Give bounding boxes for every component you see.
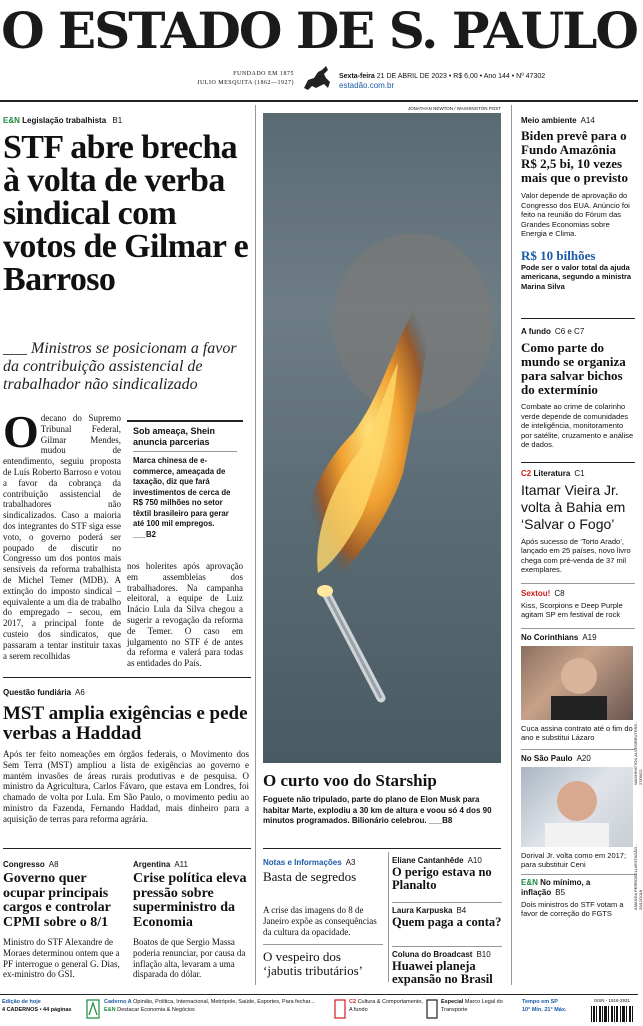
column-item[interactable] <box>392 856 502 902</box>
c2-label: C2 <box>349 999 357 1005</box>
cor-body: Cuca assina contrato até o fim do ano e substitui Lázaro <box>521 723 633 742</box>
column-item[interactable] <box>392 906 502 946</box>
congresso-kicker <box>3 860 59 870</box>
sp-kicker <box>521 754 635 764</box>
footer-tempo <box>522 998 584 1014</box>
shein-body-text: Marca chinesa de e-commerce, ameaçada de taxação, diz que fará investimentos de cerca de R$ 750 milhões no setor têxtil brasileiro para gerar até 100 mil empregos. <box>133 456 231 528</box>
barcode-icon <box>589 1005 635 1023</box>
column-title: O perigo estava no Planalto <box>392 865 492 892</box>
starship-photo <box>263 113 501 763</box>
argentina-ref: A11 <box>174 860 188 869</box>
footer <box>0 994 638 1024</box>
amb-kicker <box>521 116 635 126</box>
footer-issn <box>588 997 636 1026</box>
lead-body-col2: nos holerites após aprovação em assembleias dos trabalhadores. Na campanha eleitoral, a equipe de Luiz Inácio Lula da Silva chegou a sugerir a revogação da reforma de Temer. O caso em julgamento no STF é de antes da reforma e valerá para todas as entidades do País. <box>127 561 243 669</box>
sextou-body: Kiss, Scorpions e Deep Purple agitam SP em festival de rock <box>521 600 623 619</box>
sp-kicker-text: No São Paulo <box>521 753 573 763</box>
mst-kicker <box>3 688 85 698</box>
footer-especial[interactable] <box>441 998 519 1014</box>
fundo-body: Combate ao crime de colarinho verde depende de comunidades de inteligência, monitoramento por satélite, cruzamento e análise de dados. <box>521 402 634 449</box>
columns-list <box>392 856 502 986</box>
c2-desc: Cultura & Comportamento, A fundo <box>349 999 423 1013</box>
congresso-ref: A8 <box>48 860 59 869</box>
c2-tag: C2 <box>521 468 532 478</box>
min-ref: B5 <box>555 887 566 897</box>
date-line <box>339 72 545 81</box>
mst-kicker-text: Questão fundiária <box>3 688 72 697</box>
rule-notas-2 <box>263 944 383 945</box>
top-rule <box>0 100 638 102</box>
shein-body: Marca chinesa de e-commerce, ameaçada de taxação, diz que fará investimentos de cerca de R$ 750 milhões no setor têxtil brasileiro para gerar até 100 mil empregos. ___B2 <box>133 456 231 539</box>
argentina-body: Boatos de que Sergio Massa poderia renunciar, por causa da inflação alta, levaram a uma disparada do dólar. <box>133 937 246 980</box>
en-tag: E&N <box>521 877 538 887</box>
ean-label: E&N <box>104 1007 116 1013</box>
shein-headline[interactable]: Sob ameaça, Shein anuncia parcerias <box>133 426 216 447</box>
fundo-headline[interactable]: Como parte do mundo se organiza para salvar bichos do extermínio <box>521 340 626 397</box>
c2-headline[interactable]: Itamar Vieira Jr. volta à Bahia em ‘Salvar o Fogo’ <box>521 481 626 532</box>
photo-caption-title[interactable]: O curto voo do Starship <box>263 771 437 790</box>
notas-ref: A3 <box>345 858 356 867</box>
starship-explosion-icon <box>263 113 501 763</box>
cadernos-count: 4 CADERNOS • 44 páginas <box>2 1007 72 1013</box>
lead-kicker <box>3 116 122 126</box>
sp-ref: A20 <box>576 753 591 763</box>
lead-deck: ___ Ministros se posicionam a favor da contribuição assistencial de trabalhador não sindicalizado <box>3 340 237 393</box>
argentina-kicker-text: Argentina <box>133 860 171 869</box>
sextou-ref: C8 <box>554 588 565 598</box>
footer-edicao <box>2 998 82 1014</box>
person-icon <box>521 767 633 847</box>
column-ref: B10 <box>476 950 491 959</box>
col-divider-notas <box>388 852 389 982</box>
cor-kicker-text: No Corinthians <box>521 632 579 642</box>
column-author: Laura Karpuska <box>392 906 453 915</box>
especial-label: Especial <box>441 999 464 1005</box>
dropcap: O <box>3 406 39 457</box>
column-author: Eliane Cantanhêde <box>392 856 464 865</box>
site-url[interactable]: estadão.com.br <box>339 81 395 90</box>
founded-line <box>196 70 294 88</box>
cor-credit: WASHINGTON ALVES/REUTERS - 27/09/22 <box>633 721 643 785</box>
amb-value-desc: Pode ser o valor total da ajuda americana, segundo a ministra Marina Silva <box>521 262 632 291</box>
fundo-kicker-text: A fundo <box>521 327 551 336</box>
especial-section-icon <box>426 999 438 1019</box>
horse-rider-logo-icon <box>300 62 334 94</box>
mst-headline[interactable]: MST amplia exigências e pede verbas a Haddad <box>3 703 248 744</box>
column-ref: A10 <box>467 856 482 865</box>
rule-mst <box>3 677 251 678</box>
fundo-ref: C6 e C7 <box>554 327 585 336</box>
notas-h1[interactable]: Basta de segredos <box>263 869 357 884</box>
col-divider-2 <box>511 105 512 985</box>
photo-caption-text: Foguete não tripulado, parte do plano de Elon Musk para habitar Marte, explodiu a 30 km de altura e voou só 4 dos 90 minutos programados. Bilionário celebrou. <box>263 795 492 825</box>
congresso-body: Ministro do STF Alexandre de Moraes determinou ontem que a PF interrogue o general G. Dias, ex-ministro do GSI. <box>3 937 120 980</box>
c2-kicker-text: Literatura <box>533 468 571 478</box>
ean-desc: Destacar Economia & Negócios <box>117 1007 195 1013</box>
footer-c2[interactable] <box>349 998 424 1014</box>
c2-body: Após sucesso de ‘Torto Arado’, lançado em 25 países, novo livro chega com pré-venda de 37 mil exemplares. <box>521 536 631 574</box>
amb-ref: A14 <box>580 116 595 125</box>
caderno-a-icon <box>86 999 100 1019</box>
lead-headline[interactable]: STF abre brecha à volta de verba sindical com votos de Gilmar e Barroso <box>3 129 249 298</box>
column-title: Huawei planeja expansão no Brasil <box>392 959 493 986</box>
congresso-kicker-text: Congresso <box>3 860 45 869</box>
notas-kicker-text: Notas e Informações <box>263 858 342 867</box>
issn-text: ISSN - 1516-2931 <box>593 998 631 1003</box>
column-title: Quem paga a conta? <box>392 915 502 929</box>
lead-ref: B1 <box>112 116 123 125</box>
min-body: Dois ministros do STF votam a favor de correção do FGTS <box>521 899 624 918</box>
person-icon <box>521 646 633 720</box>
photo-credit: JONATHAN NEWTON / WASHINGTON POST <box>407 106 501 111</box>
rule-bottom-left <box>3 848 251 849</box>
dorival-photo <box>521 767 633 847</box>
tempo-label: Tempo em SP <box>522 999 558 1005</box>
lead-body-text1: decano do Supremo Tribunal Federal, Gilmar Mendes, mudou de entendimento, seguiu proposta de Luís Roberto Barroso e votou a favor da cobrança da contribuição assistencial de trabalhadores não sindicalizados. Caso a maioria dos integrantes do STF siga esse voto, o governo poderá ser poupado de discutir no Congresso um dos pontos mais sensíveis da reforma trabalhista de Michel Temer (MDB). A extinção do imposto sindical – equivalente a um dia de trabalho do empregado – secou, em 2017, a principal fonte de custeio dos sindicatos, que passaram a tentar instituir taxas a serem recolhidas <box>3 413 121 661</box>
amb-kicker-text: Meio ambiente <box>521 116 577 125</box>
cad-a-desc: Opinião, Política, Internacional, Metrópole, Saúde, Esportes, Para fechar... <box>133 999 315 1005</box>
notas-h2[interactable]: O vespeiro dos ‘jabutis tributários’ <box>263 949 364 978</box>
amb-body: Valor depende de aprovação do Congresso dos EUA. Anúncio foi feito na reunião do Fórum das Grandes Economias sobre Energia e Clima. <box>521 191 630 238</box>
tempo-values: 10° Mín. 21° Máx. <box>522 1007 567 1013</box>
min-kicker <box>521 878 635 898</box>
sextou-kicker <box>521 589 635 599</box>
congresso-headline[interactable]: Governo quer ocupar principais cargos e controlar CPMI sobre o 8/1 <box>3 871 111 930</box>
lead-body-col1 <box>3 406 121 663</box>
amb-headline[interactable]: Biden prevê para o Fundo Amazônia R$ 2,5 bi, 10 vezes mais que o previsto <box>521 128 629 185</box>
photo-ref: B8 <box>442 816 453 825</box>
cor-kicker <box>521 633 635 643</box>
sp-credit: AMANDA PERROBELLI/ESTADÃO - 20/12/2018 <box>633 844 643 910</box>
col-divider-1 <box>255 105 256 985</box>
argentina-kicker <box>133 860 188 870</box>
founder-name: JULIO MESQUITA (1862—1927) <box>197 80 294 86</box>
cor-ref: A19 <box>582 632 597 642</box>
notas-b1: A crise das imagens do 8 de Janeiro expõe as consequências da cultura da opacidade. <box>263 905 377 937</box>
mst-ref: A6 <box>75 688 85 697</box>
column-ref: B4 <box>456 906 467 915</box>
shein-box <box>127 420 243 555</box>
c2-section-icon <box>334 999 346 1019</box>
en-tag: E&N <box>3 116 20 125</box>
column-author: Coluna do Broadcast <box>392 950 473 959</box>
fundo-kicker <box>521 327 635 337</box>
amb-value: R$ 10 bilhões <box>521 247 596 263</box>
cad-a-label: Caderno A <box>104 999 132 1005</box>
sp-body: Dorival Jr. volta como em 2017; para substituir Ceni <box>521 850 627 869</box>
sextou-kicker-text: Sextou! <box>521 588 551 598</box>
c2-kicker <box>521 469 635 479</box>
c2-ref: C1 <box>574 468 585 478</box>
footer-cadernos[interactable] <box>104 998 329 1014</box>
argentina-headline[interactable]: Crise política eleva pressão sobre superministro da Economia <box>133 871 247 930</box>
date-day: Sexta-feira <box>339 73 375 80</box>
masthead-title: O ESTADO DE S. PAULO <box>1 1 637 60</box>
date-rest: 21 DE ABRIL DE 2023 • R$ 6,00 • Ano 144 • Nº 47302 <box>376 73 546 80</box>
column-item[interactable] <box>392 950 502 986</box>
especial-desc: Marco Legal do Transporte <box>441 999 503 1013</box>
shein-ref: B2 <box>146 529 156 539</box>
rule-notas <box>263 848 501 849</box>
lead-kicker-text: Legislação trabalhista <box>22 116 107 125</box>
photo-caption: Foguete não tripulado, parte do plano de Elon Musk para habitar Marte, explodiu a 30 km de altura e voou só 4 dos 90 minutos programados. Bilionário celebrou. ___B8 <box>263 795 492 825</box>
edicao-label: Edição de hoje <box>2 999 41 1005</box>
mst-body: Após ter feito nomeações em órgãos federais, o Movimento dos Sem Terra (MST) ampliou a lista de exigências ao governo e mantém invasões de áreas rurais produtivas e de pesquisa. O ministro da Agricultura, Carlos Fávaro, que estava em Londres, foi chamado de volta por Lula. Em São Paulo, o movimento pediu ao ministro da Fazenda, Fernando Haddad, mais dinheiro para a aquisição de terras para reforma agrária. <box>3 749 249 824</box>
min-kicker-text: No mínimo, a inflação <box>521 877 591 897</box>
notas-kicker <box>263 858 356 868</box>
cuca-photo <box>521 646 633 720</box>
founded-year: FUNDADO EM 1875 <box>233 71 294 77</box>
